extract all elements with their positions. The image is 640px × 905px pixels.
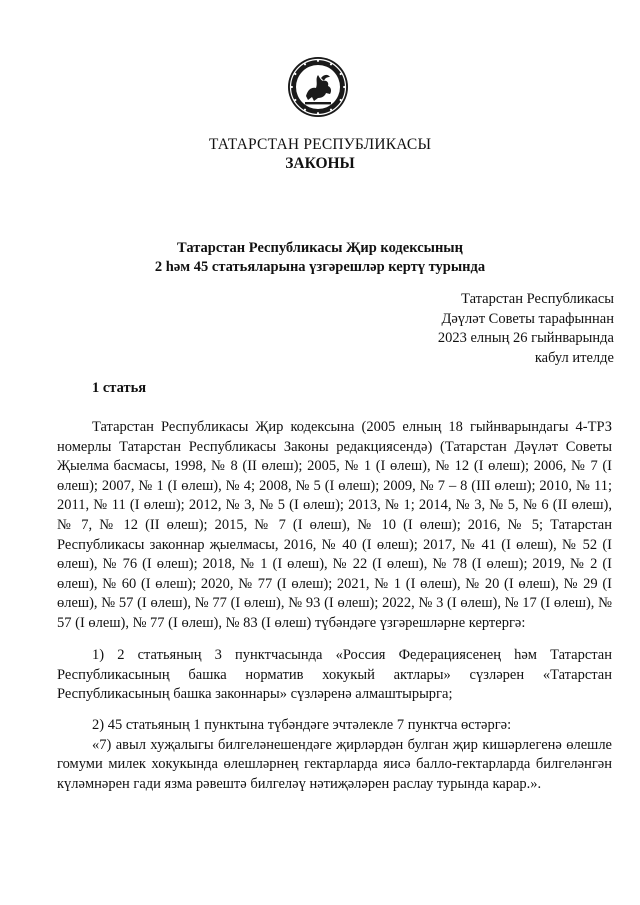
article-body-paragraph-2 [57,646,612,705]
adoption-line-3: 2023 елның 26 гыйнварында [437,330,614,347]
adoption-line-2: Дәүләт Советы тарафыннан [441,310,614,327]
paragraph-new-subpoint-7: «7) авыл хуҗалыгы билгеләнешендәге җирләрдән булган җир кишәрлегенә өлешле гомуми милек хокукында өлешләрнең гектарларда яисә балло-гектарларда билгеләнгән күләмнәрен гади язма рәвештә билгеләү нәтиҗәләрен раслау турында карар.». [57,736,612,792]
coat-of-arms-icon [287,56,349,118]
adoption-block [438,290,614,368]
paragraph-item-2: 2) 45 статьяның 1 пунктына түбәндәге эчтәлекле 7 пунктча өстәргә: [92,717,512,733]
republic-name: ТАТАРСТАН РЕСПУБЛИКАСЫ [208,136,432,153]
document-type: ЗАКОНЫ [285,155,355,172]
article-heading: 1 статья [92,380,147,396]
article-body-paragraph-1 [57,418,612,634]
adoption-line-4: кабул ителде [534,349,614,366]
law-title-line-2: 2 һәм 45 статьяларына үзгәрешләр кертү турында [154,259,486,275]
paragraph-amendments-list: Татарстан Республикасы Җир кодексына (2005 елның 18 гыйнварындагы 4-ТРЗ номерлы Татарстан Республикасы Законы редакциясендә) (Татарстан Дәүләт Советы Җыелма басмасы, 1998, № 8 (II өлеш); 2005, № 1 (I өлеш), № 12 (I өлеш); 2006, № 7 (I өлеш); 2007, № 1 (I өлеш), № 4; 2008, № 5 (I өлеш); 2009, № 7 – 8 (III өлеш); 2010, № 11; 2011, № 11 (I өлеш); 2012, № 3, № 5 (I өлеш); 2013, № 1; 2014, № 3, № 5, № 6 (II өлеш), № 7, № 12 (II өлеш); 2015, № 7 (I өлеш), № 10 (I өлеш); 2016, № 5; Татарстан Республикасы законнар җыелмасы, 2016, № 40 (I өлеш); 2017, № 41 (I өлеш), № 52 (I өлеш), № 76 (I өлеш); 2018, № 1 (I өлеш), № 22 (I өлеш), № 78 (I өлеш); 2019, № 2 (I өлеш), № 60 (I өлеш); 2020, № 77 (I өлеш); 2021, № 1 (I өлеш), № 20 (I өлеш), № 29 (I өлеш), № 57 (I өлеш), № 77 (I өлеш), № 93 (I өлеш); 2022, № 3 (I өлеш), № 17 (I өлеш), № 57 (I өлеш), № 77 (I өлеш), № 83 (I өлеш) түбәндәге үзгәрешләрне кертергә: [57,419,612,631]
law-title-line-1: Татарстан Республикасы Җир кодексының [177,240,463,256]
paragraph-item-1: 1) 2 статьяның 3 пунктчасында «Россия Федерациясенең һәм Татарстан Республикасының башка норматив хокукый актлары» сүзләрен «Татарстан Республикасының башка законнары» сүзләренә алмаштырырга; [57,647,612,703]
article-body-paragraph-3 [57,716,612,794]
adoption-line-1: Татарстан Республикасы [461,291,614,307]
